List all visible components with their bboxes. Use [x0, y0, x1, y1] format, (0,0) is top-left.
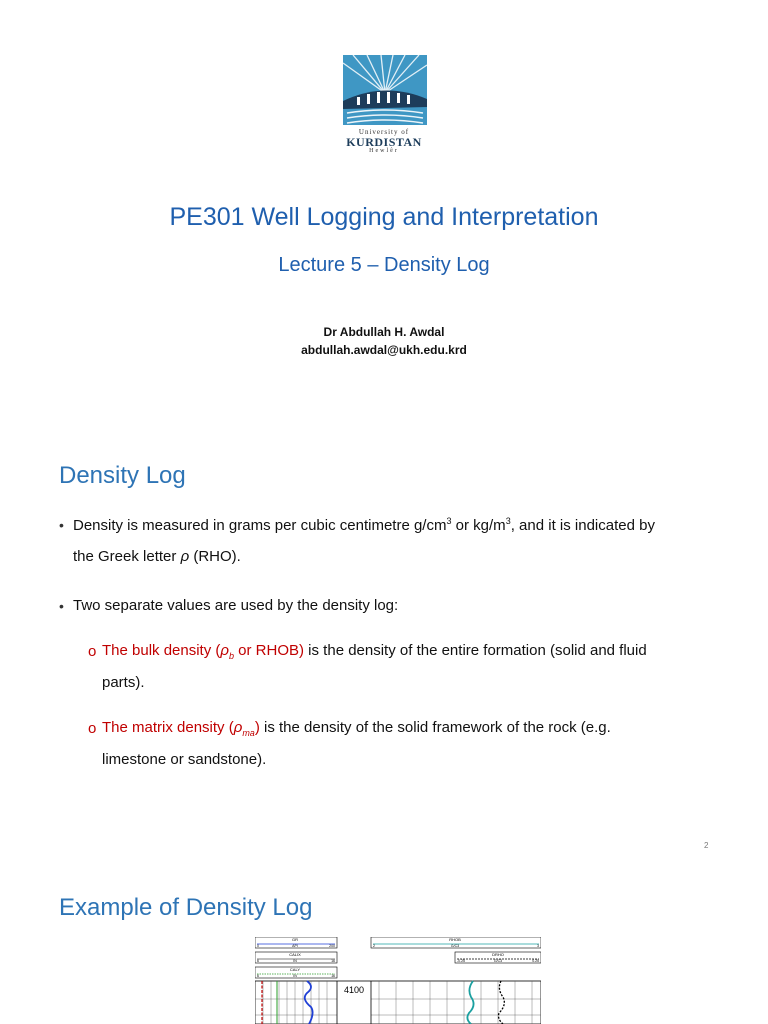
caly-min: 6 — [257, 974, 259, 978]
sub-bullet-marker: o — [88, 643, 97, 660]
calix-unit: IN — [293, 959, 297, 963]
rhob-max: 3 — [537, 944, 539, 948]
bullet1-line1: Density is measured in grams per cubic centimetre $g/cm^3$ or $kg/m^3$, and it is indicated by — [73, 516, 655, 534]
drho-min: -0.25 — [457, 959, 465, 963]
slide-heading: Example of Density Log — [59, 894, 313, 921]
title-slide — [0, 0, 768, 440]
caly-unit: IN — [293, 974, 297, 978]
calix-max: 16 — [331, 959, 335, 963]
rhob-min: 2 — [373, 944, 375, 948]
drho-name: DRHO — [492, 952, 504, 957]
gr-unit: API — [292, 944, 298, 948]
sub1-line2: parts). — [102, 674, 145, 691]
sub2-line1: The matrix density $(\rho_{ma})$ is the density of the solid framework of the rock (e.g. — [102, 719, 611, 738]
example-density-log-slide — [0, 860, 768, 1024]
sub1-line1: The bulk density ($\rho_b$ or RHOB) is the density of the entire formation (solid and fluid — [102, 642, 647, 661]
drho-max: 0.25 — [532, 959, 539, 963]
bullet-dot-icon: • — [59, 517, 64, 533]
university-logo-icon — [343, 55, 427, 125]
logo-kurdistan: KURDISTAN — [346, 135, 422, 149]
bullet2-text: Two separate values are used by the density log: — [73, 597, 399, 614]
logo-hewler: Hewlêr — [369, 148, 399, 154]
depth-label: 4100 — [343, 985, 365, 995]
density-log-slide — [0, 440, 768, 860]
author-email: abdullah.awdal@ukh.edu.krd — [301, 343, 467, 357]
calix-min: 6 — [257, 959, 259, 963]
caly-name: CALY — [289, 967, 301, 972]
page-number: 2 — [704, 841, 709, 850]
gr-max: 200 — [329, 944, 335, 948]
slide-heading: Density Log — [59, 462, 186, 489]
rhob-name: RHOB — [449, 937, 461, 942]
author-name: Dr Abdullah H. Awdal — [323, 325, 445, 339]
logo-university-of: University of — [358, 128, 410, 136]
density-log-figure — [255, 937, 541, 1024]
drho-unit: G/C3 — [493, 959, 503, 963]
calix-name: CALIX — [289, 952, 301, 957]
lecture-title: Lecture 5 – Density Log — [278, 254, 490, 276]
sub2-line2: limestone or sandstone). — [102, 751, 267, 768]
gr-name: GR — [292, 937, 298, 942]
course-title: PE301 Well Logging and Interpretation — [169, 203, 599, 231]
sub-bullet-marker: o — [88, 720, 97, 737]
rhob-unit: G/C3 — [450, 944, 460, 948]
gr-min: 0 — [257, 944, 259, 948]
bullet1-line2: the Greek letter ρ (RHO). — [73, 548, 241, 565]
bullet-dot-icon: • — [59, 598, 64, 614]
caly-max: 16 — [331, 974, 335, 978]
